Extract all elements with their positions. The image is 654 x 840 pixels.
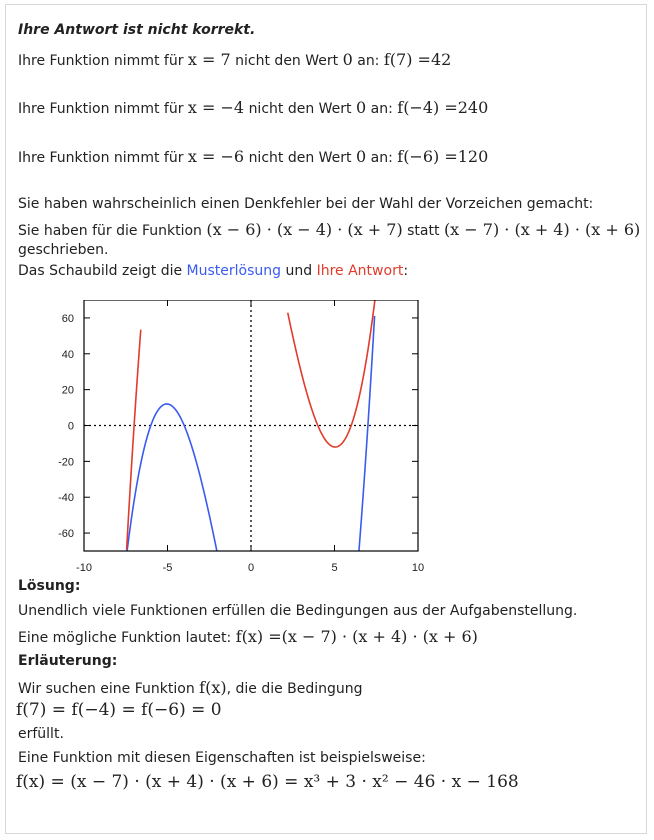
check-mid: nicht den Wert — [248, 150, 352, 166]
x-tick-label: 5 — [331, 562, 338, 574]
check-an: an: — [370, 101, 393, 117]
check-value: f(−6) =120 — [397, 147, 489, 166]
check-zero: 0 — [356, 98, 367, 117]
feedback-heading: Ihre Antwort ist nicht korrekt. — [18, 22, 256, 38]
plot-intro-and: und — [285, 263, 313, 279]
check-an: an: — [357, 53, 380, 69]
check-zero: 0 — [356, 147, 367, 166]
solution-function: f(x) =(x − 7) · (x + 4) · (x + 6) — [235, 627, 478, 646]
explanation-text-b: , die die Bedingung — [226, 681, 363, 697]
check-value: f(−4) =240 — [397, 98, 489, 117]
check-text: Ihre Funktion nimmt für — [18, 101, 184, 117]
plot-intro-colon: : — [403, 263, 409, 279]
check-x: x = 7 — [187, 50, 231, 69]
explanation-line-3: Eine Funktion mit diesen Eigenschaften ist beispielsweise: — [18, 750, 426, 766]
solution-label: Eine mögliche Funktion lautet: — [18, 630, 232, 646]
final-formula: f(x) = (x − 7) · (x + 4) · (x + 6) = x³ + 3 · x² − 46 · x − 168 — [16, 772, 519, 792]
x-tick-label: -10 — [76, 562, 92, 574]
y-tick-label: -60 — [58, 528, 74, 541]
y-tick-label: 40 — [61, 348, 74, 361]
y-tick-label: -20 — [58, 456, 74, 469]
hint-line-2 — [18, 220, 640, 239]
series-line-solution-0 — [126, 404, 218, 562]
hint-wrong-function: (x − 6) · (x − 4) · (x + 7) — [206, 220, 403, 239]
check-zero: 0 — [342, 50, 353, 69]
legend-solution-label: Musterlösung — [186, 263, 282, 279]
plot-intro — [18, 263, 408, 279]
y-tick-label: 20 — [61, 384, 74, 397]
explanation-heading: Erläuterung: — [18, 653, 118, 669]
check-value: f(7) =42 — [383, 50, 452, 69]
check-x: x = −6 — [187, 147, 245, 166]
hint-line-3: geschrieben. — [18, 242, 109, 258]
x-tick-label: 0 — [247, 562, 255, 574]
explanation-text-a: Wir suchen eine Funktion — [18, 681, 195, 697]
check-line-3 — [18, 147, 488, 166]
solution-heading: Lösung: — [18, 578, 81, 594]
plot-intro-text: Das Schaubild zeigt die — [18, 263, 183, 279]
legend-answer-label: Ihre Antwort — [316, 263, 404, 279]
check-an: an: — [370, 150, 393, 166]
explanation-line-1 — [18, 678, 363, 697]
check-text: Ihre Funktion nimmt für — [18, 150, 184, 166]
x-tick-label: 10 — [411, 562, 425, 574]
explanation-fx: f(x) — [199, 678, 227, 697]
y-tick-label: 0 — [67, 420, 74, 433]
y-tick-label: 60 — [61, 312, 74, 325]
hint-line-1: Sie haben wahrscheinlich einen Denkfehler bei der Wahl der Vorzeichen gemacht: — [18, 196, 594, 212]
solution-line-2 — [18, 627, 478, 646]
function-plot — [40, 300, 440, 582]
fulfilled-text: erfüllt. — [18, 726, 64, 742]
y-tick-label: -40 — [58, 492, 74, 505]
series-line-answer-0 — [127, 330, 141, 550]
check-line-2 — [18, 98, 488, 117]
check-mid: nicht den Wert — [235, 53, 339, 69]
hint-text-a: Sie haben für die Funktion — [18, 223, 202, 239]
check-line-1 — [18, 50, 451, 69]
hint-text-b: statt — [407, 223, 440, 239]
check-mid: nicht den Wert — [248, 101, 352, 117]
condition-formula: f(7) = f(−4) = f(−6) = 0 — [16, 700, 222, 720]
series-line-solution-1 — [359, 316, 375, 554]
solution-line-1: Unendlich viele Funktionen erfüllen die Bedingungen aus der Aufgabenstellung. — [18, 603, 578, 619]
hint-correct-function: (x − 7) · (x + 4) · (x + 6) — [443, 220, 641, 239]
x-tick-label: -5 — [162, 562, 173, 574]
check-x: x = −4 — [187, 98, 245, 117]
check-text: Ihre Funktion nimmt für — [18, 53, 184, 69]
